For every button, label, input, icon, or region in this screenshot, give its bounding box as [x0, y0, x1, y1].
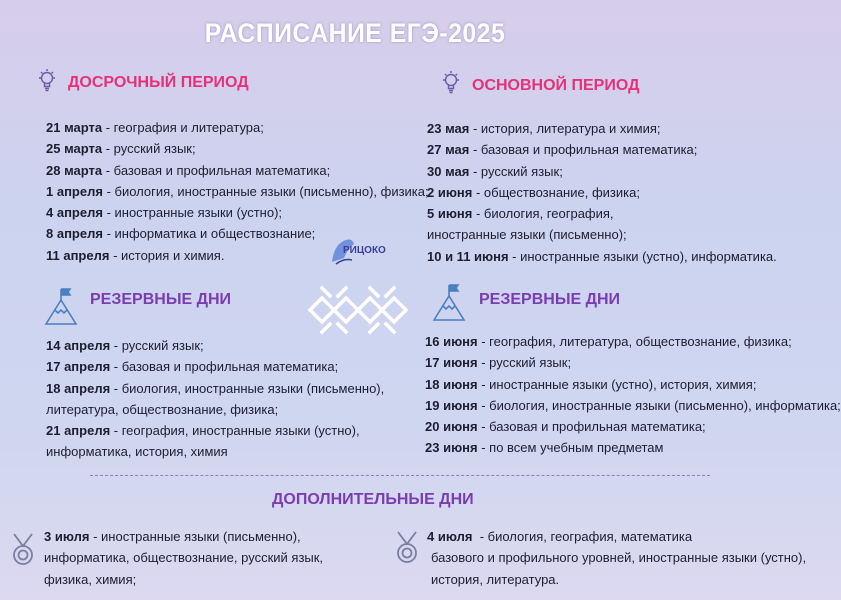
schedule-subjects: - биология, география, [472, 206, 614, 222]
schedule-subjects: - география и литература; [102, 120, 264, 135]
schedule-row [425, 395, 841, 416]
schedule-date: 21 марта [46, 120, 103, 135]
schedule-row [427, 118, 777, 139]
schedule-date: 27 мая [427, 142, 470, 158]
schedule-subjects: - обществознание, физика; [472, 184, 640, 200]
schedule-row [46, 117, 429, 138]
reserve-left-list [46, 335, 384, 463]
schedule-subjects: история, литература. [431, 571, 560, 587]
schedule-row [425, 352, 841, 373]
schedule-row [46, 202, 429, 223]
medal-icon [10, 532, 36, 568]
schedule-subjects: - география, литература, обществознание, физика; [477, 334, 792, 349]
schedule-subjects: - базовая и профильная математика; [110, 359, 339, 375]
schedule-date: 14 апреля [46, 338, 111, 353]
schedule-row [46, 181, 429, 202]
medal-icon [394, 530, 420, 566]
additional-right-list [427, 526, 806, 590]
schedule-subjects: - по всем учебным предметам [477, 440, 664, 456]
page-title: РАСПИСАНИЕ ЕГЭ-2025 [204, 18, 506, 48]
schedule-subjects: - русский язык; [110, 338, 204, 353]
schedule-date: 20 июня [425, 419, 478, 435]
schedule-subjects: информатика, обществознание, русский язык, [44, 550, 324, 566]
schedule-date: 4 июля [427, 529, 473, 544]
schedule-row [427, 139, 777, 160]
schedule-subjects: - базовая и профильная математика; [469, 142, 698, 158]
schedule-row [46, 441, 384, 462]
schedule-date: 21 апреля [46, 423, 111, 439]
schedule-subjects: базового и профильного уровней, иностранные языки (устно), [431, 550, 807, 566]
schedule-row [44, 547, 323, 568]
reserve-left-heading: РЕЗЕРВНЫЕ ДНИ [90, 291, 232, 308]
schedule-row [425, 374, 841, 395]
schedule-row [427, 547, 806, 568]
schedule-subjects: - русский язык; [469, 163, 563, 179]
reserve-right-list [425, 331, 841, 459]
schedule-date: 10 и 11 июня [427, 248, 509, 264]
schedule-date: 19 июня [425, 397, 478, 413]
schedule-row [46, 160, 429, 181]
schedule-row [46, 335, 384, 356]
early-period-heading: ДОСРОЧНЫЙ ПЕРИОД [68, 74, 249, 91]
schedule-row [44, 526, 323, 547]
schedule-date: 18 апреля [46, 380, 111, 396]
schedule-date: 3 июля [44, 529, 90, 544]
schedule-date: 17 июня [425, 355, 478, 371]
schedule-date: 30 мая [427, 163, 470, 179]
schedule-subjects: - базовая и профильная математика; [102, 162, 331, 178]
schedule-subjects: - история и химия. [109, 247, 225, 263]
schedule-row [46, 138, 429, 159]
schedule-row [46, 399, 384, 420]
schedule-row [46, 356, 384, 377]
mountain-flag-icon [432, 282, 466, 322]
schedule-row [46, 378, 384, 399]
schedule-subjects: - биология, иностранные языки (письменно), физика; [102, 183, 429, 199]
reserve-right-heading: РЕЗЕРВНЫЕ ДНИ [479, 291, 621, 308]
schedule-date: 23 июня [425, 440, 478, 456]
lightbulb-icon [442, 70, 460, 96]
schedule-row [425, 331, 841, 352]
main-period-list [427, 118, 777, 267]
ornament-icon [306, 284, 410, 336]
additional-left-list [44, 526, 323, 590]
schedule-date: 18 июня [425, 376, 478, 392]
schedule-subjects: - история, литература и химия; [469, 121, 661, 136]
schedule-row [427, 224, 777, 245]
main-period-heading: ОСНОВНОЙ ПЕРИОД [472, 77, 640, 94]
schedule-date: 4 апреля [46, 205, 103, 221]
schedule-subjects: - биология, иностранные языки (письменно), информатика; [477, 397, 841, 413]
divider-line [90, 475, 710, 476]
schedule-subjects: иностранные языки (письменно); [427, 227, 627, 243]
additional-heading: ДОПОЛНИТЕЛЬНЫЕ ДНИ [272, 491, 474, 508]
schedule-subjects: - русский язык; [477, 355, 572, 371]
schedule-subjects: - биология, иностранные языки (письменно), [110, 380, 385, 396]
schedule-row [427, 569, 806, 590]
mountain-flag-icon [44, 286, 78, 326]
lightbulb-icon [38, 68, 56, 94]
schedule-row [46, 420, 384, 441]
schedule-date: 5 июня [427, 206, 473, 222]
schedule-date: 23 мая [427, 121, 470, 136]
logo-text: РИЦОКО [343, 245, 386, 256]
schedule-subjects: - биология, география, математика [472, 529, 693, 544]
schedule-row [44, 569, 323, 590]
schedule-subjects: - русский язык; [102, 141, 196, 157]
schedule-row [427, 203, 777, 224]
schedule-subjects: - иностранные языки (устно); [102, 205, 283, 221]
schedule-date: 16 июня [425, 334, 478, 349]
schedule-date: 2 июня [427, 184, 473, 200]
schedule-row [427, 182, 777, 203]
schedule-date: 11 апреля [46, 247, 110, 263]
schedule-date: 25 марта [46, 141, 103, 157]
schedule-subjects: - география, иностранные языки (устно), [110, 423, 360, 439]
schedule-subjects: физика, химия; [44, 571, 137, 587]
schedule-date: 17 апреля [46, 359, 111, 375]
schedule-subjects: - иностранные языки (устно), история, химия; [477, 376, 757, 392]
schedule-subjects: - иностранные языки (письменно), [89, 529, 301, 544]
schedule-row [427, 526, 806, 547]
schedule-subjects: информатика, история, химия [46, 444, 228, 460]
schedule-subjects: - базовая и профильная математика; [477, 419, 706, 435]
schedule-row [425, 437, 841, 458]
schedule-date: 1 апреля [46, 183, 103, 199]
schedule-date: 28 марта [46, 162, 103, 178]
schedule-row [427, 246, 777, 267]
schedule-row [427, 161, 777, 182]
schedule-subjects: литература, обществознание, физика; [46, 401, 279, 417]
schedule-subjects: - иностранные языки (устно), информатика. [508, 248, 777, 264]
schedule-date: 8 апреля [46, 226, 103, 242]
schedule-row [425, 416, 841, 437]
schedule-subjects: - информатика и обществознание; [102, 226, 316, 242]
